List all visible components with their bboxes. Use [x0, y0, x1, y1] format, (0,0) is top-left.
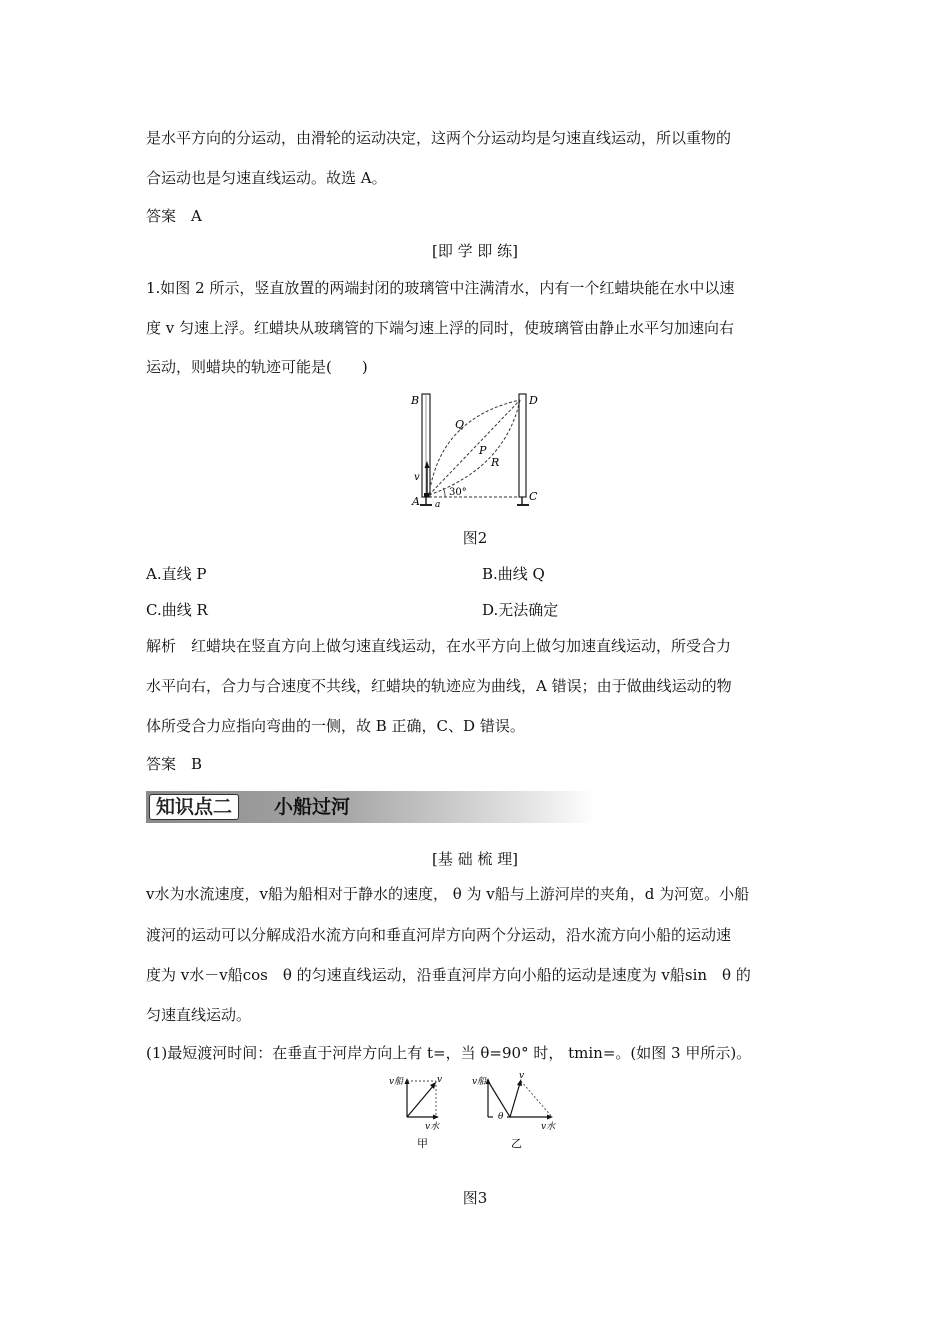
para1-line1: 是水平方向的分运动，由滑轮的运动决定，这两个分运动均是匀速直线运动，所以重物的: [146, 129, 732, 147]
label-q: Q: [455, 418, 465, 431]
option-c: C.曲线 R: [146, 601, 208, 619]
option-d: D.无法确定: [482, 601, 559, 619]
body-line2: 渡河的运动可以分解成沿水流方向和垂直河岸方向两个分运动，沿水流方向小船的运动速: [146, 926, 732, 944]
answer-2: 答案 B: [146, 755, 203, 773]
analysis-line2: 水平向右，合力与合速度不共线，红蜡块的轨迹应为曲线，A 错误；由于做曲线运动的物: [146, 677, 732, 695]
label-a-block: a: [435, 500, 441, 510]
practice-heading: [即 学 即 练]: [431, 242, 518, 260]
yi-v-label: v: [519, 1072, 525, 1081]
figure-3-diagram: [385, 1072, 575, 1154]
jia-v-water-label: v水: [425, 1122, 440, 1132]
figure-3-caption: 图3: [462, 1189, 488, 1207]
body-line1: v水为水流速度，v船为船相对于静水的速度， θ 为 v船与上游河岸的夹角，d 为河宽。小船: [146, 885, 750, 903]
label-v: v: [414, 472, 420, 483]
figure-2-caption: 图2: [462, 529, 488, 547]
section-tag: 知识点二: [149, 794, 239, 820]
yi-theta-label: θ: [498, 1112, 504, 1122]
option-a: A.直线 P: [146, 565, 207, 583]
option-b: B.曲线 Q: [482, 565, 545, 583]
para1-line2: 合运动也是匀速直线运动。故选 A。: [146, 169, 387, 187]
jia-v-boat-label: v船: [389, 1077, 404, 1087]
body-line3: 度为 v水－v船cos θ 的匀速直线运动，沿垂直河岸方向小船的运动是速度为 v船sin θ 的: [146, 966, 751, 984]
label-r: R: [491, 456, 500, 469]
figure-2-diagram: [405, 388, 555, 516]
yi-label: 乙: [511, 1137, 522, 1150]
label-b: B: [411, 394, 420, 407]
yi-v-water-label: v水: [541, 1122, 556, 1132]
body-line4: 匀速直线运动。: [146, 1006, 252, 1024]
question1-line2: 度 v 匀速上浮。红蜡块从玻璃管的下端匀速上浮的同时，使玻璃管由静止水平匀加速向右: [146, 319, 735, 337]
question1-line3: 运动，则蜡块的轨迹可能是( ): [146, 358, 368, 376]
analysis-line1: 解析 红蜡块在竖直方向上做匀速直线运动，在水平方向上做匀加速直线运动，所受合力: [146, 637, 732, 655]
figure-3-jia: [389, 1075, 442, 1150]
section-title: 小船过河: [274, 796, 351, 818]
section-banner: [146, 791, 596, 823]
analysis-line3: 体所受合力应指向弯曲的一侧，故 B 正确，C、D 错误。: [146, 717, 525, 735]
label-a-point: A: [412, 495, 420, 508]
yi-v-boat-label: v船: [472, 1077, 487, 1087]
basics-heading: [基 础 梳 理]: [431, 850, 518, 868]
right-tube: [519, 394, 526, 497]
jia-v-label: v: [437, 1075, 443, 1085]
label-c: C: [529, 490, 538, 503]
figure-3-yi: [472, 1072, 556, 1150]
jia-label: 甲: [417, 1137, 428, 1150]
label-angle: 30°: [449, 487, 467, 498]
body-line5: (1)最短渡河时间：在垂直于河岸方向上有 t=，当 θ=90° 时， tmin=。(如图 3 甲所示)。: [146, 1044, 752, 1062]
path-p: [429, 400, 520, 495]
question1-line1: 1.如图 2 所示，竖直放置的两端封闭的玻璃管中注满清水，内有一个红蜡块能在水中以速: [146, 279, 735, 297]
label-d: D: [529, 394, 538, 407]
label-p: P: [479, 444, 487, 457]
answer-1: 答案 A: [146, 207, 202, 225]
